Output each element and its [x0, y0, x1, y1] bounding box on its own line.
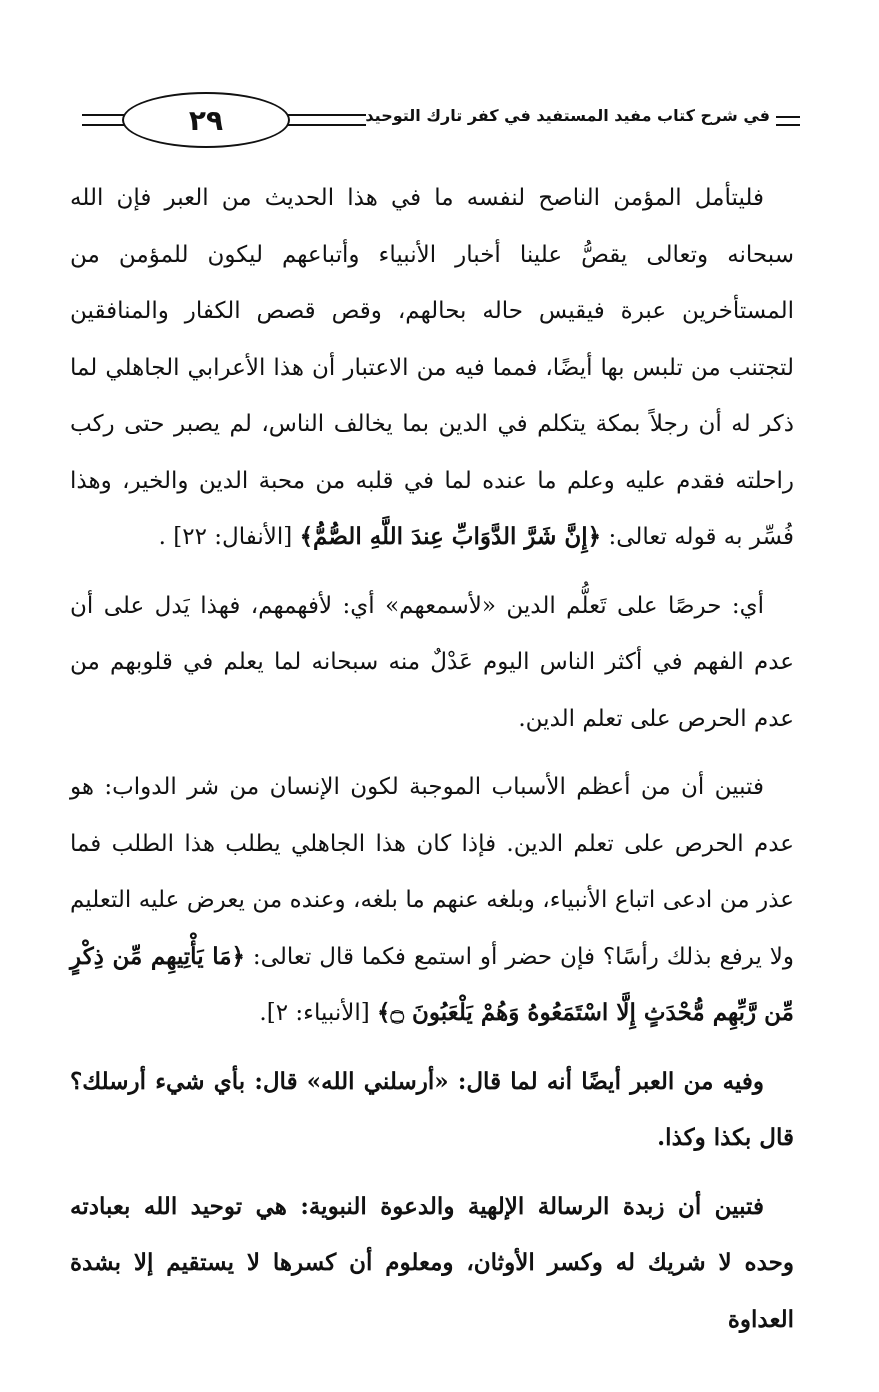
paragraph-5-text: فتبين أن زبدة الرسالة الإلهية والدعوة النبوية: هي توحيد الله بعبادته وحده لا شريك له وكسر الأوثان، ومعلوم أن كسرها لا يستقيم إلا بشدة العداوة [70, 1192, 794, 1333]
paragraph-2-text: أي: حرصًا على تَعلُّم الدين «لأسمعهم» أي: لأفهمهم، فهذا يَدل على أن عدم الفهم في أكثر الناس اليوم عَدْلٌ منه سبحانه لما يعلم في قلوبهم من عدم الحرص على تعلم الدين. [70, 592, 794, 732]
paragraph-3 [70, 759, 794, 1042]
page-number-oval [122, 92, 290, 148]
paragraph-4 [70, 1054, 794, 1167]
running-title: في شرح كتاب مفيد المستفيد في كفر تارك التوحيد [365, 106, 770, 125]
paragraph-4-text: وفيه من العبر أيضًا أنه لما قال: «أرسلني الله» قال: بأي شيء أرسلك؟ قال بكذا وكذا. [70, 1067, 794, 1151]
page-number: ٢٩ [188, 103, 224, 137]
page-header [82, 92, 800, 148]
quran-verse-anfal: ﴿إِنَّ شَرَّ الدَّوَابِّ عِندَ اللَّهِ الصُّمُّ﴾ [299, 523, 602, 550]
verse-reference-anfal: [الأنفال: ٢٢] . [158, 524, 300, 550]
title-dash-ornament [776, 116, 800, 126]
paragraph-1-text: فليتأمل المؤمن الناصح لنفسه ما في هذا الحديث من العبر فإن الله سبحانه وتعالى يقصُّ علينا أخبار الأنبياء وأتباعهم ليكون للمؤمن من المستأخرين عبرة فيقيس حاله بحالهم، وقص قصص الكفار والمنافقين لتجتنب من تلبس بها أيضًا، فمما فيه من الاعتبار أن هذا الأعرابي الجاهلي لما ذكر له أن رجلاً بمكة يتكلم في الدين بما يخالف الناس، لم يصبر حتى ركب راحلته فقدم عليه وعلم ما عنده لما في قلبه من محبة الدين والخير، وهذا فُسِّر به قوله تعالى: [70, 185, 794, 550]
header-rule-right [282, 114, 366, 126]
paragraph-3-text: فتبين أن من أعظم الأسباب الموجبة لكون الإنسان من شر الدواب: هو عدم الحرص على تعلم الدين. فإذا كان هذا الجاهلي يطلب هذا الطلب فما عذر من ادعى اتباع الأنبياء، وبلغه عنهم ما بلغه، وعنده من يعرض عليه التعليم ولا يرفع بذلك رأسًا؟ فإن حضر أو استمع فكما قال تعالى: [70, 774, 794, 970]
verse-reference-anbiya: [الأنبياء: ٢]. [259, 1000, 378, 1026]
paragraph-2 [70, 578, 794, 748]
paragraph-5 [70, 1179, 794, 1349]
paragraph-1 [70, 170, 794, 566]
page-body [70, 170, 794, 1360]
quran-verse-anbiya: ﴿مَا يَأْتِيهِم مِّن ذِكْرٍ مِّن رَّبِّهِم مُّحْدَثٍ إِلَّا اسْتَمَعُوهُ وَهُمْ يَلْعَبُونَ ۝﴾ [70, 942, 794, 1026]
